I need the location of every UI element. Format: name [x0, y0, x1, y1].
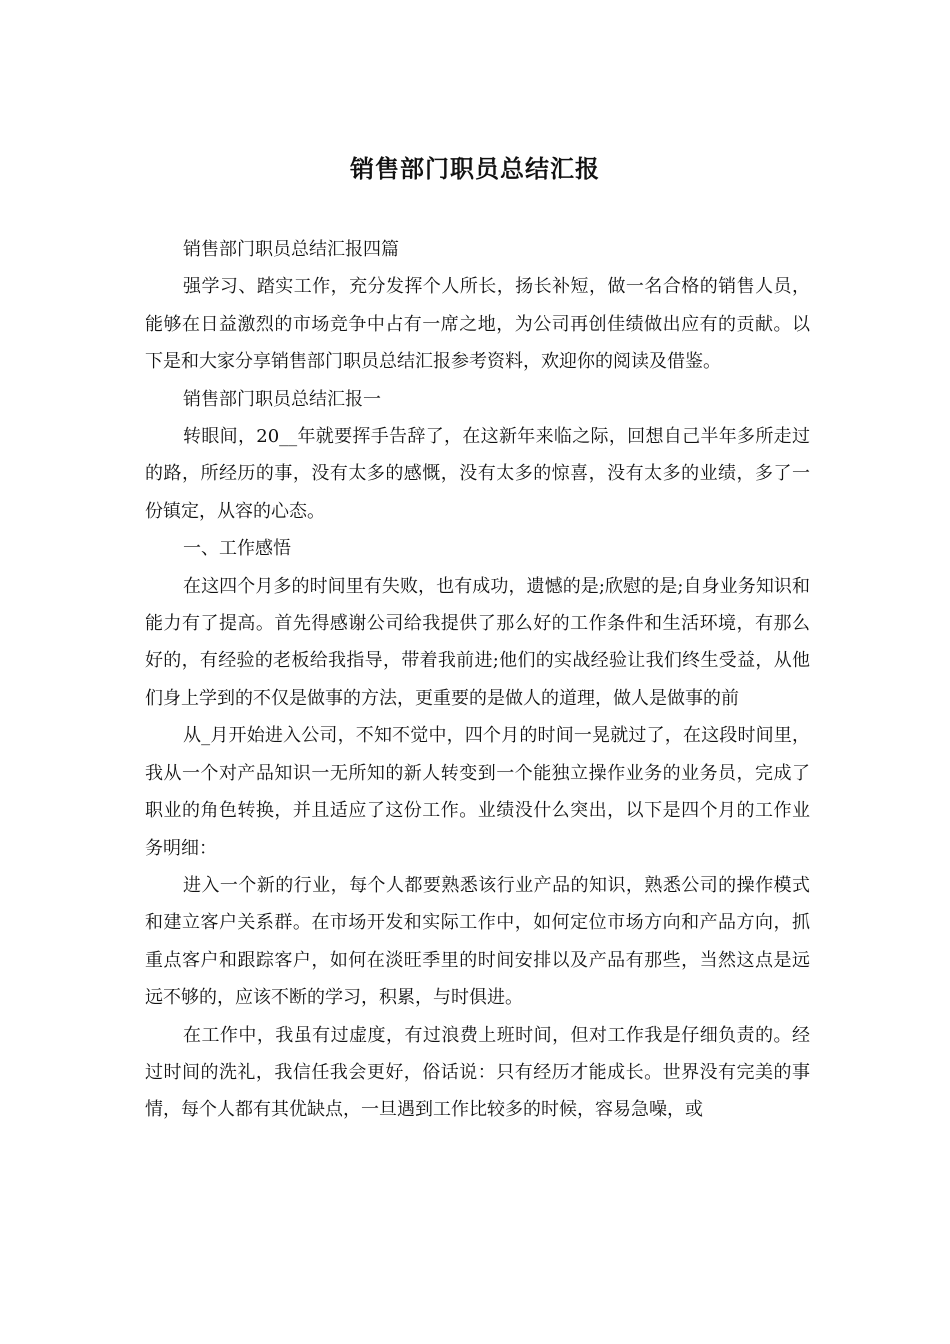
paragraph-work-insight: 在这四个月多的时间里有失败，也有成功，遗憾的是;欣慰的是;自身业务知识和能力有了提高。首先得感谢公司给我提供了那么好的工作条件和生活环境，有那么好的，有经验的老板给我指导，带着我前进;他们的实战经验让我们终生受益，从他们身上学到的不仅是做事的方法，更重要的是做人的道理，做人是做事的前: [145, 575, 810, 709]
paragraph-intro: 强学习、踏实工作，充分发挥个人所长，扬长补短，做一名合格的销售人员，能够在日益激烈的市场竞争中占有一席之地，为公司再创佳绩做出应有的贡献。以下是和大家分享销售部门职员总结汇报参考资料，欢迎你的阅读及借鉴。: [145, 276, 810, 373]
document-title: 销售部门职员总结汇报: [350, 155, 600, 183]
paragraph-opening: 转眼间，20__年就要挥手告辞了，在这新年来临之际，回想自己半年多所走过的路，所经历的事，没有太多的感慨，没有太多的惊喜，没有太多的业绩，多了一份镇定，从容的心态。: [145, 426, 810, 522]
paragraph-work-details: 从_月开始进入公司，不知不觉中，四个月的时间一晃就过了，在这段时间里，我从一个对产品知识一无所知的新人转变到一个能独立操作业务的业务员，完成了职业的角色转换，并且适应了这份工作。业绩没什么突出，以下是四个月的工作业务明细：: [145, 725, 810, 859]
paragraph-section-heading-1: 销售部门职员总结汇报一: [183, 388, 381, 410]
document-body: [145, 231, 810, 1129]
paragraph-self-reflection: 在工作中，我虽有过虚度，有过浪费上班时间，但对工作我是仔细负责的。经过时间的洗礼，我信任我会更好，俗话说：只有经历才能成长。世界没有完美的事情，每个人都有其优缺点，一旦遇到工作比较多的时候，容易急噪，或: [145, 1024, 810, 1121]
paragraph-heading-work-insight: 一、工作感悟: [183, 538, 291, 560]
paragraph-subtitle: 销售部门职员总结汇报四篇: [183, 239, 399, 260]
paragraph-new-industry: 进入一个新的行业，每个人都要熟悉该行业产品的知识，熟悉公司的操作模式和建立客户关系群。在市场开发和实际工作中，如何定位市场方向和产品方向，抓重点客户和跟踪客户，如何在淡旺季里的时间安排以及产品有那些，当然这点是远远不够的，应该不断的学习，积累，与时俱进。: [145, 874, 810, 1009]
